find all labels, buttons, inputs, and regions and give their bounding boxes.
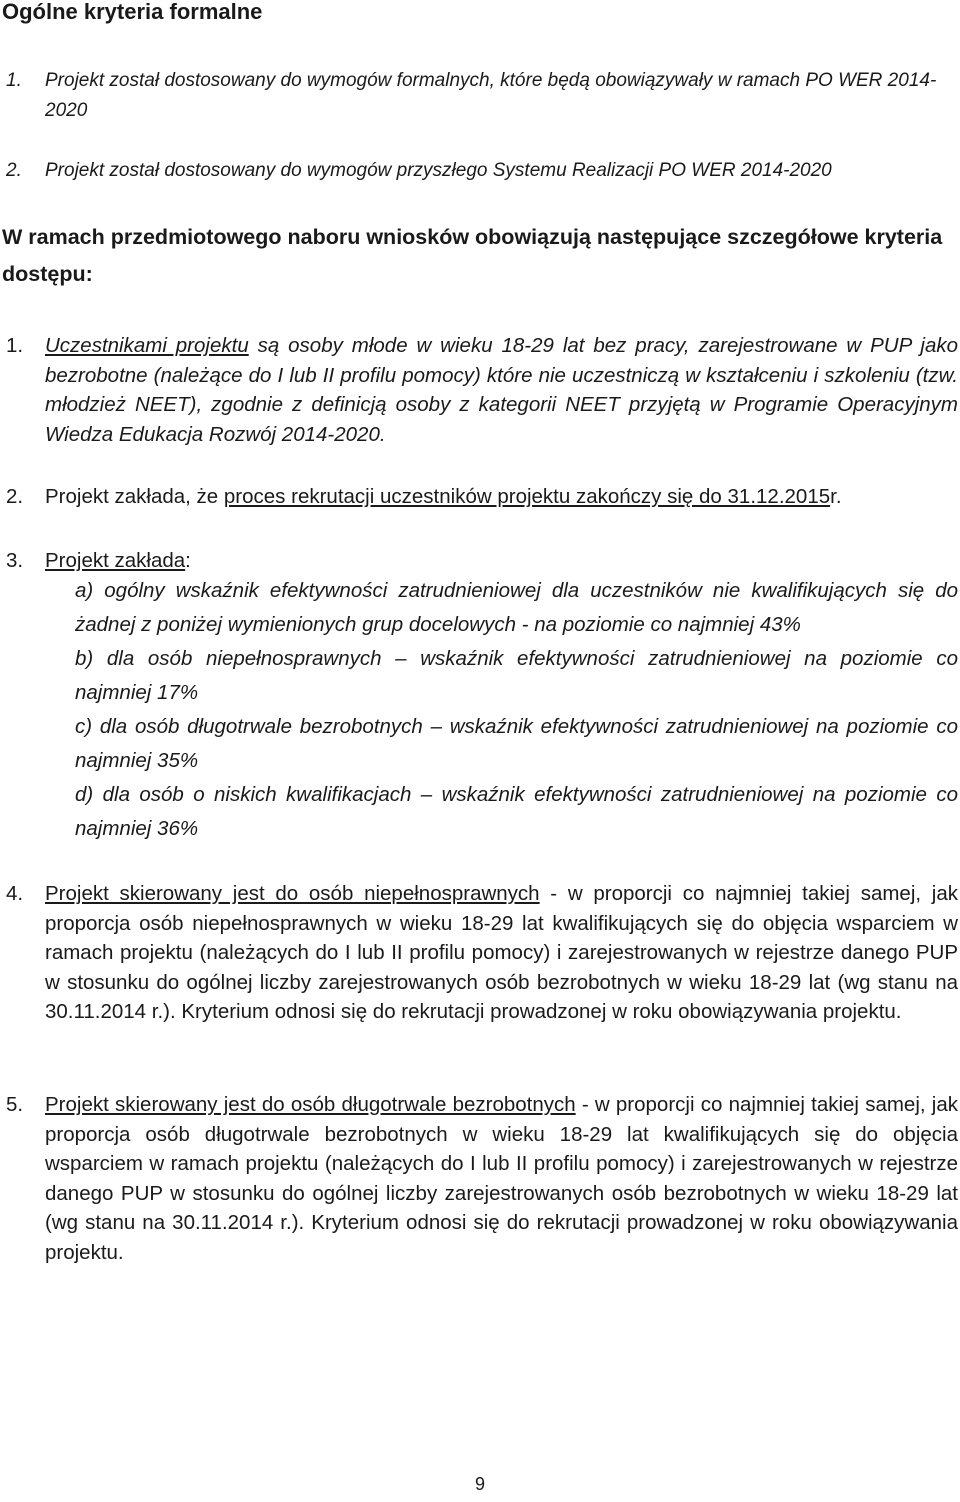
criterion-1-underlined: Uczestnikami projektu — [45, 334, 249, 357]
criterion-3-item-b: b) dla osób niepełnosprawnych – wskaźnik efektywności zatrudnieniowej na poziomie co najmniej 17% — [75, 647, 958, 704]
criterion-3-item-a: a) ogólny wskaźnik efektywności zatrudnieniowej dla uczestników nie kwalifikujących się do żadnej z poniżej wymienionych grup docelowych - na poziomie co najmniej 43% — [75, 579, 958, 636]
criterion-3-item-c: c) dla osób długotrwale bezrobotnych – wskaźnik efektywności zatrudnieniowej na poziomie co najmniej 35% — [75, 715, 958, 772]
criterion-4-text — [45, 879, 958, 1027]
criterion-4-number: 4. — [6, 882, 24, 905]
criterion-4-body: - w proporcji co najmniej takiej samej, jak proporcja osób niepełnosprawnych w wieku 18-29 lat kwalifikujących się do objęcia wsparciem w ramach projektu (należących do I lub II profilu pomocy) i zarejestrowanych w rejestrze danego PUP w stosunku do ogólnej liczby zarejestrowanych osób bezrobotnych w wieku 18-29 lat (wg stanu na 30.11.2014 r.). Kryterium odnosi się do rekrutacji prowadzonej w roku obowiązywania projektu. — [45, 882, 959, 1023]
criterion-2-text — [45, 482, 958, 512]
formal-item-1-number: 1. — [6, 70, 22, 91]
criterion-5-number: 5. — [6, 1093, 24, 1116]
criterion-1-number: 1. — [6, 334, 24, 357]
detailed-criteria-heading: W ramach przedmiotowego naboru wniosków obowiązują następujące szczegółowe kryteria dostępu: — [2, 225, 943, 286]
criterion-3-number: 3. — [6, 549, 24, 572]
criterion-1-text — [45, 331, 958, 449]
criterion-2-number: 2. — [6, 485, 24, 508]
criterion-3-item-d: d) dla osób o niskich kwalifikacjach – wskaźnik efektywności zatrudnieniowej na poziomie co najmniej 36% — [75, 783, 958, 840]
criterion-2-suffix: r. — [830, 485, 842, 508]
section-heading: Ogólne kryteria formalne — [2, 0, 263, 24]
formal-item-2-number: 2. — [6, 160, 22, 181]
criterion-4-underlined: Projekt skierowany jest do osób niepełnosprawnych — [45, 882, 540, 905]
criterion-2-underlined: proces rekrutacji uczestników projektu zakończy się do 31.12.2015 — [223, 485, 831, 508]
page-number: 9 — [474, 1474, 485, 1494]
formal-item-1-text: Projekt został dostosowany do wymogów formalnych, które będą obowiązywały w ramach PO WER 2014-2020 — [45, 70, 937, 121]
criterion-5-underlined: Projekt skierowany jest do osób długotrwale bezrobotnych — [45, 1093, 576, 1116]
criterion-5-body: - w proporcji co najmniej takiej samej, jak proporcja osób długotrwale bezrobotnych w wieku 18-29 lat kwalifikujących się do objęcia wsparciem w ramach projektu (należących do I lub II profilu pomocy) i zarejestrowanych w rejestrze danego PUP w stosunku do ogólnej liczby zarejestrowanych osób bezrobotnych w wieku 18-29 lat (wg stanu na 30.11.2014 r.). Kryterium odnosi się do rekrutacji prowadzonej w roku obowiązywania projektu. — [45, 1093, 958, 1264]
criterion-2-prefix: Projekt zakłada, że — [45, 485, 224, 508]
criterion-5-text — [45, 1090, 958, 1267]
criterion-3-colon: : — [185, 549, 191, 572]
criterion-3-underlined: Projekt zakłada — [45, 549, 186, 572]
criterion-1-body: są osoby młode w wieku 18-29 lat bez pracy, zarejestrowane w PUP jako bezrobotne (należące do I lub II profilu pomocy) które nie uczestniczą w kształceniu i szkoleniu (tzw. młodzież NEET), zgodnie z definicją osoby z kategorii NEET przyjętą w Programie Operacyjnym Wiedza Edukacja Rozwój 2014-2020. — [45, 334, 959, 446]
formal-item-2-text: Projekt został dostosowany do wymogów przyszłego Systemu Realizacji PO WER 2014-2020 — [45, 160, 832, 181]
criterion-3-text — [45, 546, 958, 576]
